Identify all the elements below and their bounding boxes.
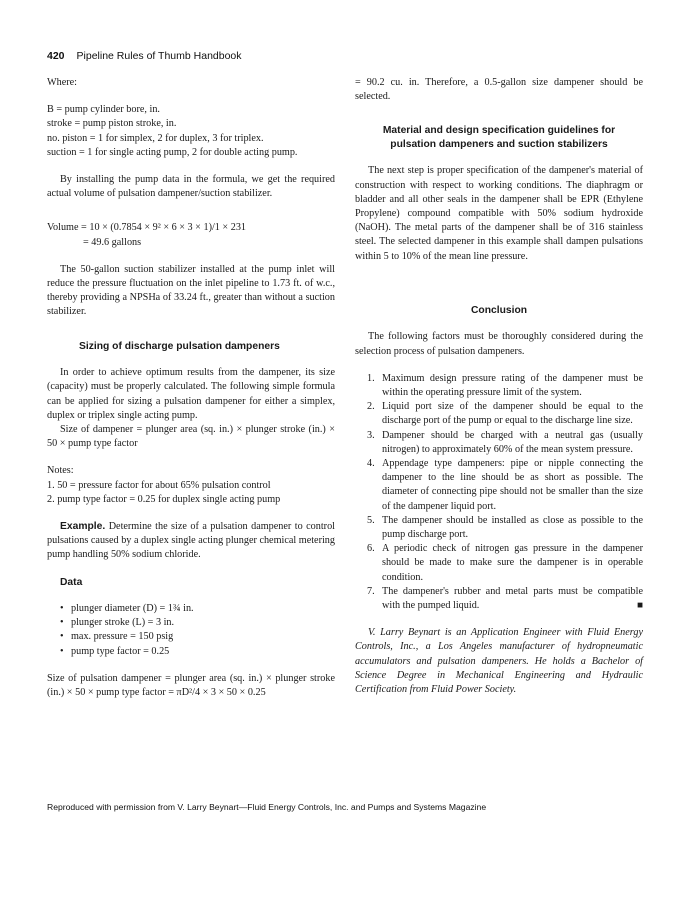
list-item <box>367 400 643 428</box>
footer-credit: Reproduced with permission from V. Larry Beynart—Fluid Energy Controls, Inc. and Pumps and Systems Magazine <box>47 802 487 812</box>
volume-equation: Volume = 10 × (0.7854 × 9² × 6 × 3 × 1)/1 × 231 <box>47 222 247 234</box>
list-text: Liquid port size of the dampener should be equal to the discharge port of the pump or equal to the discharge line size. <box>382 401 643 427</box>
stabilizer-paragraph: The 50-gallon suction stabilizer installed at the pump inlet will reduce the pressure fluctuation on the inlet pipeline to 1.73 ft. of w.c., thereby providing a NPSHa of 33.24 ft., greater than without a suction stabilizer. <box>47 263 335 318</box>
list-number: 4. <box>367 457 375 469</box>
book-title: Pipeline Rules of Thumb Handbook <box>76 50 242 62</box>
right-column <box>355 76 643 697</box>
conclusion-paragraph: The following factors must be thoroughly considered during the selection process of pulsation dampeners. <box>355 331 643 357</box>
note-line: 1. 50 = pressure factor for about 65% pulsation control <box>47 479 271 491</box>
section-heading-conclusion: Conclusion <box>470 304 528 316</box>
list-number: 6. <box>367 543 375 555</box>
list-item <box>367 372 643 400</box>
list-number: 5. <box>367 514 375 526</box>
heading-line: pulsation dampeners and suction stabilizers <box>390 138 608 150</box>
data-list <box>47 602 335 659</box>
list-item <box>367 429 643 457</box>
list-number: 1. <box>367 372 375 384</box>
factors-list <box>355 372 643 613</box>
example-paragraph <box>47 520 335 563</box>
list-item <box>367 542 643 585</box>
list-item <box>367 514 643 542</box>
carry-over-paragraph: = 90.2 cu. in. Therefore, a 0.5-gallon size dampener should be selected. <box>355 77 643 103</box>
list-text: Maximum design pressure rating of the dampener must be within the operating pressure limit of the system. <box>382 372 643 398</box>
list-item: • plunger stroke (L) = 3 in. <box>60 616 335 630</box>
list-item: • max. pressure = 150 psig <box>60 630 335 644</box>
list-item <box>367 457 643 514</box>
sizing-formula-paragraph: Size of dampener = plunger area (sq. in.) × plunger stroke (in.) × 50 × pump type factor <box>47 423 335 450</box>
list-item: • plunger diameter (D) = 1¾ in. <box>60 602 335 616</box>
running-header <box>47 50 242 62</box>
example-text: Determine the size of a pulsation dampener to control pulsations caused by a duplex single acting plunger chemical metering pump handling 50% sodium chloride. <box>47 520 335 561</box>
page-number: 420 <box>47 50 65 62</box>
heading-line: Material and design specification guidelines for <box>382 125 616 137</box>
section-heading-data: Data <box>60 576 83 588</box>
list-text: The dampener's rubber and metal parts must be compatible with the pumped liquid. <box>382 585 643 611</box>
list-text: Dampener should be charged with a neutral gas (usually nitrogen) to approximately 60% of the mean system pressure. <box>382 429 643 455</box>
definition-line: suction = 1 for single acting pump, 2 for double acting pump. <box>47 146 298 158</box>
material-paragraph: The next step is proper specification of the dampener's material of construction with respect to working conditions. The diaphragm or bladder and all other seals in the dampener shall be EPR (Ethylene Propylene) compound compatible with 50% sodium hydroxide (NaOH). The metal parts of the dampener shall be of 316 stainless steel. The selected dampener in this example shall dampen pulsations within 5 to 10% of the mean line pressure. <box>355 165 643 262</box>
note-line: 2. pump type factor = 0.25 for duplex single acting pump <box>47 493 281 505</box>
definition-line: B = pump cylinder bore, in. <box>47 104 160 116</box>
intro-paragraph: By installing the pump data in the formula, we get the required actual volume of pulsation dampener/suction stabilizer. <box>47 174 335 200</box>
list-number: 3. <box>367 429 375 441</box>
section-heading-sizing: Sizing of discharge pulsation dampeners <box>79 340 280 352</box>
author-bio: V. Larry Beynart is an Application Engineer with Fluid Energy Controls, Inc., a Los Angeles manufacturer of hydropneumatic accumulators and pulsation dampeners. He holds a Bachelor of Science Degree in Mechanical Engineering and Hydraulic Certification from Fluid Power Society. <box>355 627 643 695</box>
where-label: Where: <box>47 77 77 88</box>
list-item: • pump type factor = 0.25 <box>60 645 335 659</box>
section-heading-material <box>355 124 643 151</box>
list-number: 2. <box>367 401 375 413</box>
end-of-article-mark: ■ <box>636 599 643 611</box>
size-formula-paragraph: Size of pulsation dampener = plunger area (sq. in.) × plunger stroke (in.) × 50 × pump type factor = πD²/4 × 3 × 50 × 0.25 <box>47 672 335 699</box>
sizing-paragraph: In order to achieve optimum results from the dampener, its size (capacity) must be properly calculated. The following simple formula can be applied for sizing a pulsation dampener for either a simplex, duplex or triplex single acting pump. <box>47 367 335 421</box>
list-item <box>367 585 643 613</box>
notes-label: Notes: <box>47 465 74 477</box>
definition-line: stroke = pump piston stroke, in. <box>47 118 177 130</box>
list-text: The dampener should be installed as close as possible to the pump discharge port. <box>382 514 643 540</box>
left-column <box>47 76 335 700</box>
list-text: Appendage type dampeners: pipe or nipple connecting the dampener to the line should be as short as possible. The diameter of connecting pipe should not be smaller than the size of the dampener liquid port. <box>382 457 643 512</box>
volume-equation-result: = 49.6 gallons <box>83 236 142 248</box>
list-text: A periodic check of nitrogen gas pressure in the dampener should be made to make sure the dampener is in operable condition. <box>382 543 643 583</box>
example-label: Example. <box>60 520 106 532</box>
list-number: 7. <box>367 585 375 597</box>
definition-line: no. piston = 1 for simplex, 2 for duplex, 3 for triplex. <box>47 132 264 144</box>
